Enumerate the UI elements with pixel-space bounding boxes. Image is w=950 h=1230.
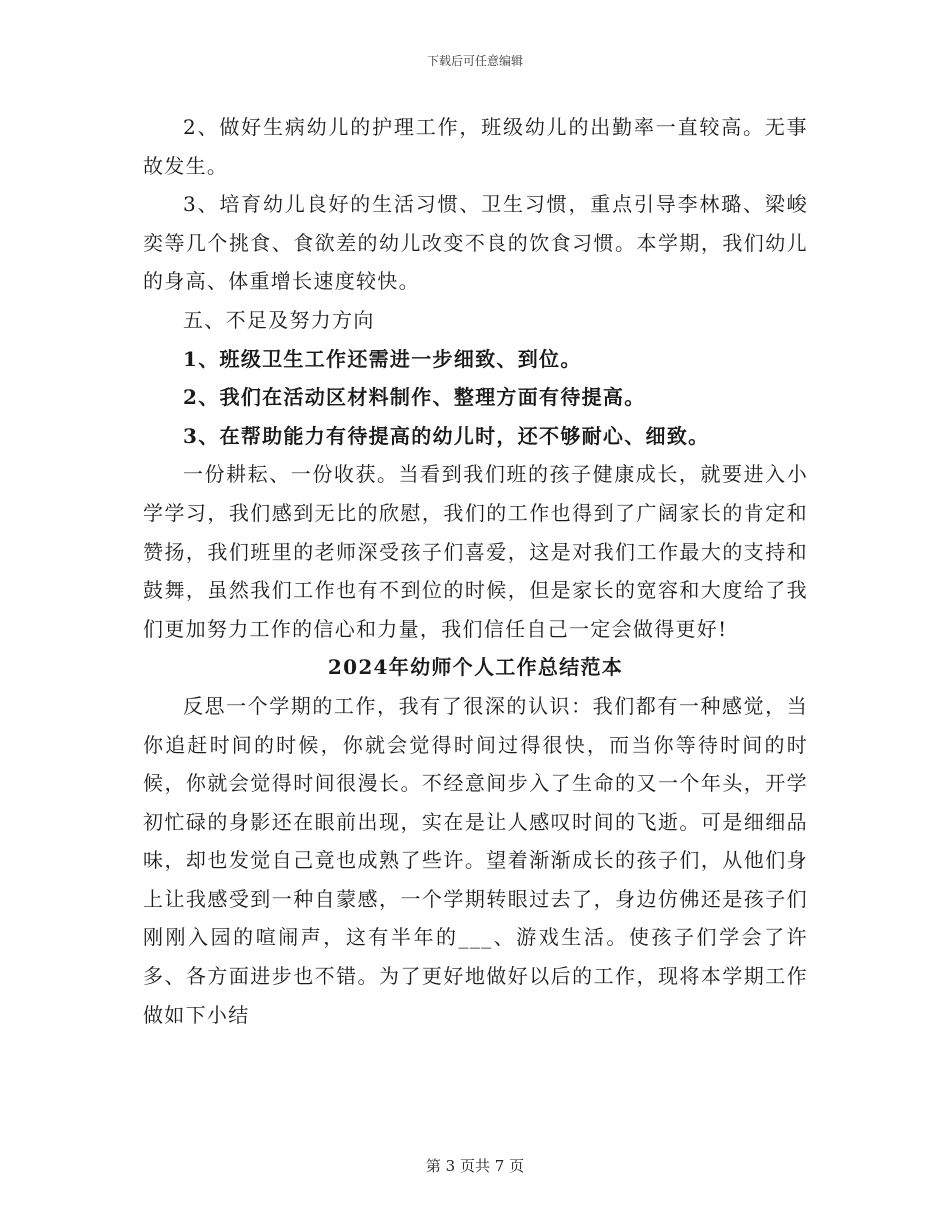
paragraph-living-habits: 3、培育幼儿良好的生活习惯、卫生习惯，重点引导李林璐、梁峻奕等几个挑食、食欲差的幼儿改变不良的饮食习惯。本学期，我们幼儿的身高、体重增长速度较快。 <box>143 192 808 294</box>
document-body <box>143 108 808 1034</box>
paragraph-shortcoming-3: 3、在帮助能力有待提高的幼儿时，还不够耐心、细致。 <box>183 423 710 448</box>
section-heading-shortcomings: 五、不足及努力方向 <box>183 307 375 332</box>
paragraph-shortcoming-1: 1、班级卫生工作还需进一步细致、到位。 <box>183 346 582 371</box>
document-title: 2024年幼师个人工作总结范本 <box>327 655 624 680</box>
paragraph-reflection: 反思一个学期的工作，我有了很深的认识：我们都有一种感觉，当你追赶时间的时候，你就会觉得时间过得很快，而当你等待时间的时候，你就会觉得时间很漫长。不经意间步入了生命的又一个年头，开学初忙碌的身影还在眼前出现，实在是让人感叹时间的飞逝。可是细细品味，却也发觉自己竟也成熟了些许。望着渐渐成长的孩子们，从他们身上让我感受到一种自蒙感，一个学期转眼过去了，身边仿佛还是孩子们刚刚入园的喧闹声，这有半年的___、游戏生活。使孩子们学会了许多、各方面进步也不错。为了更好地做好以后的工作，现将本学期工作做如下小结 <box>143 693 808 1027</box>
paragraph-shortcoming-2: 2、我们在活动区材料制作、整理方面有待提高。 <box>183 385 646 410</box>
paragraph-conclusion: 一份耕耘、一份收获。当看到我们班的孩子健康成长，就要进入小学学习，我们感到无比的欣慰，我们的工作也得到了广阔家长的肯定和赞扬，我们班里的老师深受孩子们喜爱，这是对我们工作最大的支持和鼓舞，虽然我们工作也有不到位的时候，但是家长的宽容和大度给了我们更加努力工作的信心和力量，我们信任自己一定会做得更好! <box>143 462 808 641</box>
paragraph-care-sick-children: 2、做好生病幼儿的护理工作，班级幼儿的出勤率一直较高。无事故发生。 <box>143 115 808 178</box>
page-header: 下载后可任意编辑 <box>426 54 523 68</box>
page-footer: 第 3 页共 7 页 <box>425 1157 525 1175</box>
